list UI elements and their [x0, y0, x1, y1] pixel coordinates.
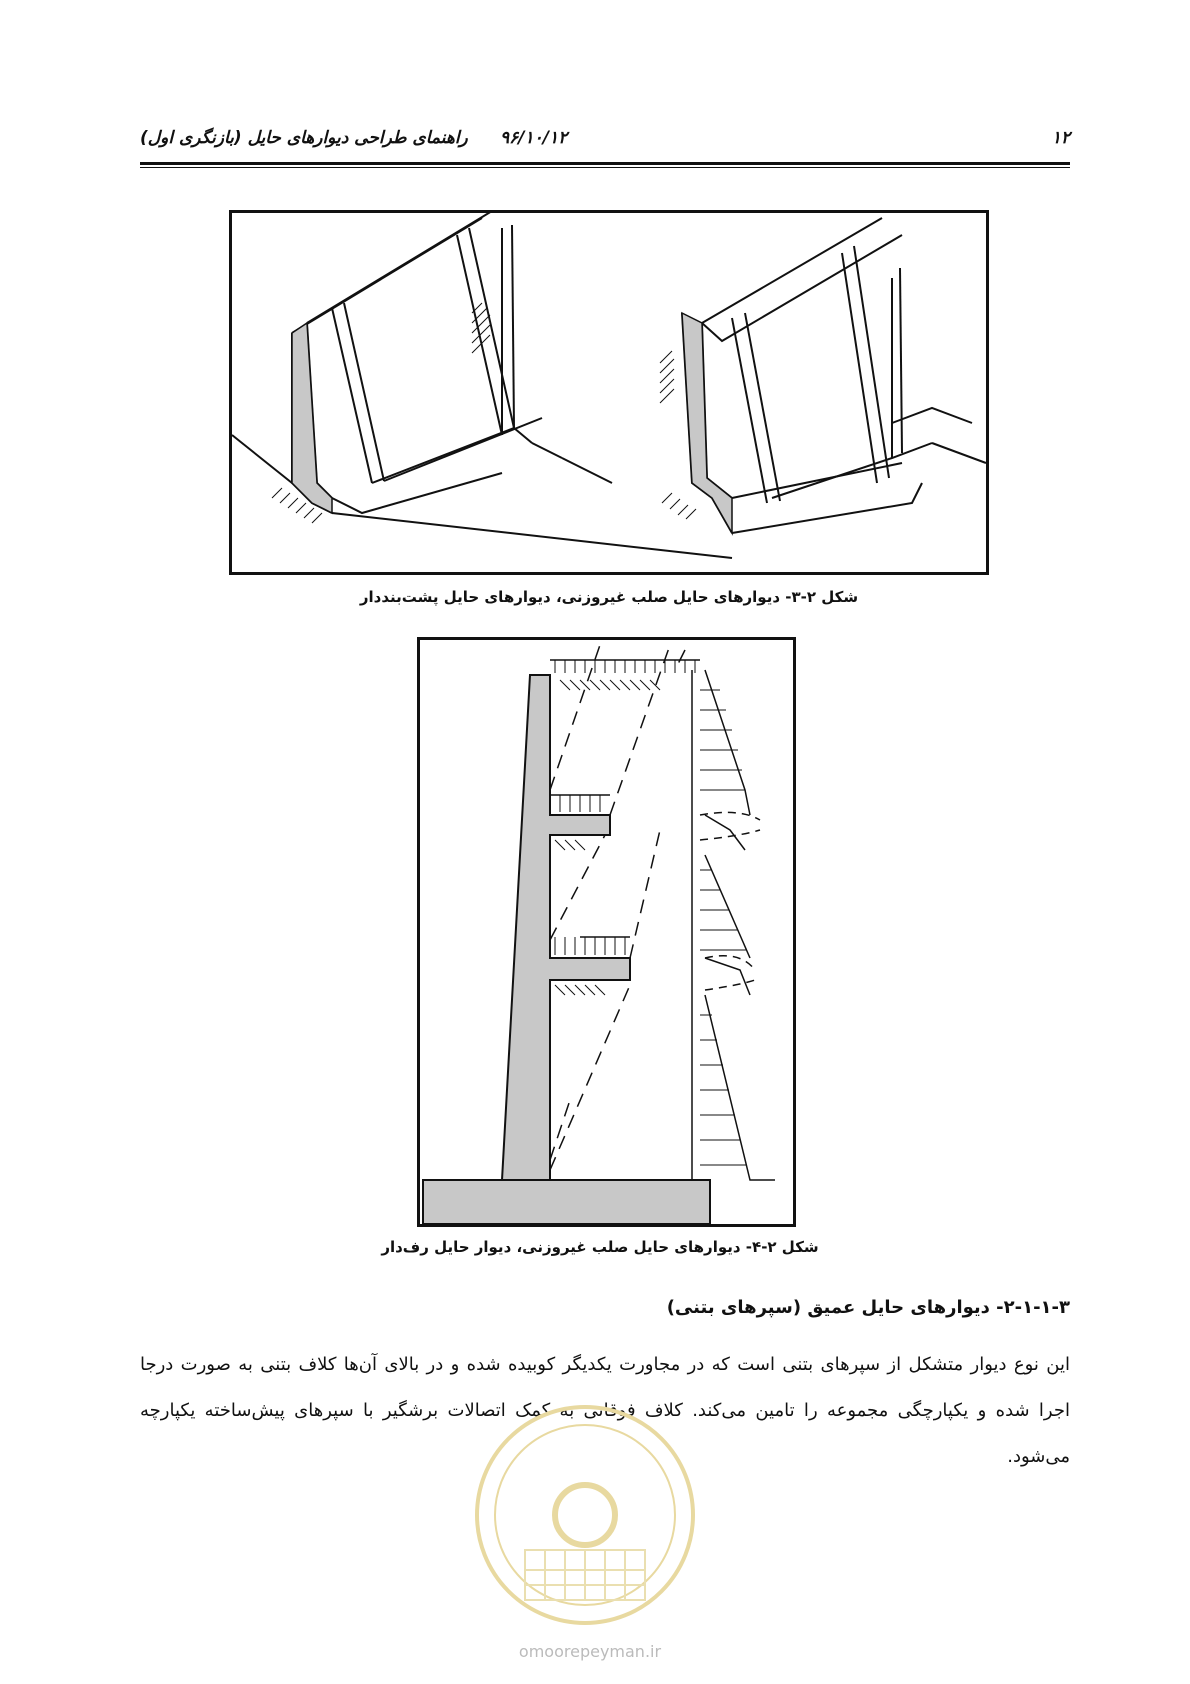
watermark-seal: [470, 1400, 700, 1630]
wall-stem-with-shelves: [502, 675, 630, 1180]
wall-section-right: [682, 313, 732, 533]
watermark-text: omoorepeyman.ir: [518, 1642, 662, 1661]
figure-caption: شکل ۲-۳- دیوارهای حایل صلب غیروزنی، دیوارهای حایل پشت‌بنددار: [359, 588, 859, 606]
surcharge-arrows: [555, 660, 695, 955]
pressure-arrows: [700, 690, 747, 1165]
soil-hatching: [555, 680, 660, 995]
soil-hatch-right: [660, 351, 674, 403]
shelf-wall-drawing: [420, 640, 793, 1224]
base-slab: [423, 1180, 710, 1224]
failure-lines: [550, 645, 685, 1170]
header-title: راهنمای طراحی دیوارهای حایل (بازنگری اول): [140, 128, 468, 148]
header-date: ۹۶/۱۰/۱۲: [500, 128, 568, 148]
ground-line-left: [232, 435, 292, 483]
page-number: ۱۲: [1051, 128, 1070, 148]
wall-section-left: [292, 323, 332, 513]
section-heading: ۲-۱-۱-۳- دیوارهای حایل عمیق (سپرهای بتنی): [666, 1297, 1070, 1318]
page-header: [140, 128, 1070, 158]
buttressed-walls-drawing: [232, 213, 986, 572]
header-rule: [140, 162, 1070, 165]
figure-caption: شکل ۲-۴- دیوارهای حایل صلب غیروزنی، دیوار حایل رف‌دار: [381, 1238, 819, 1256]
figure-shelf-wall: [417, 637, 796, 1227]
body-paragraph: این نوع دیوار متشکل از سپرهای بتنی است که در مجاورت یکدیگر کوبیده شده و در بالای آن‌ها کلاف بتنی به صورت درجا اجرا شده و یکپارچگی مجموعه را تامین می‌کند. کلاف فوقانی به کمک اتصالات برشگیر با سپرهای پیش‌ساخته یکپارچه می‌شود.: [140, 1354, 1070, 1467]
figure-buttressed-walls: [229, 210, 989, 575]
header-rule-thin: [140, 167, 1070, 168]
pressure-diagram: [692, 670, 775, 1180]
